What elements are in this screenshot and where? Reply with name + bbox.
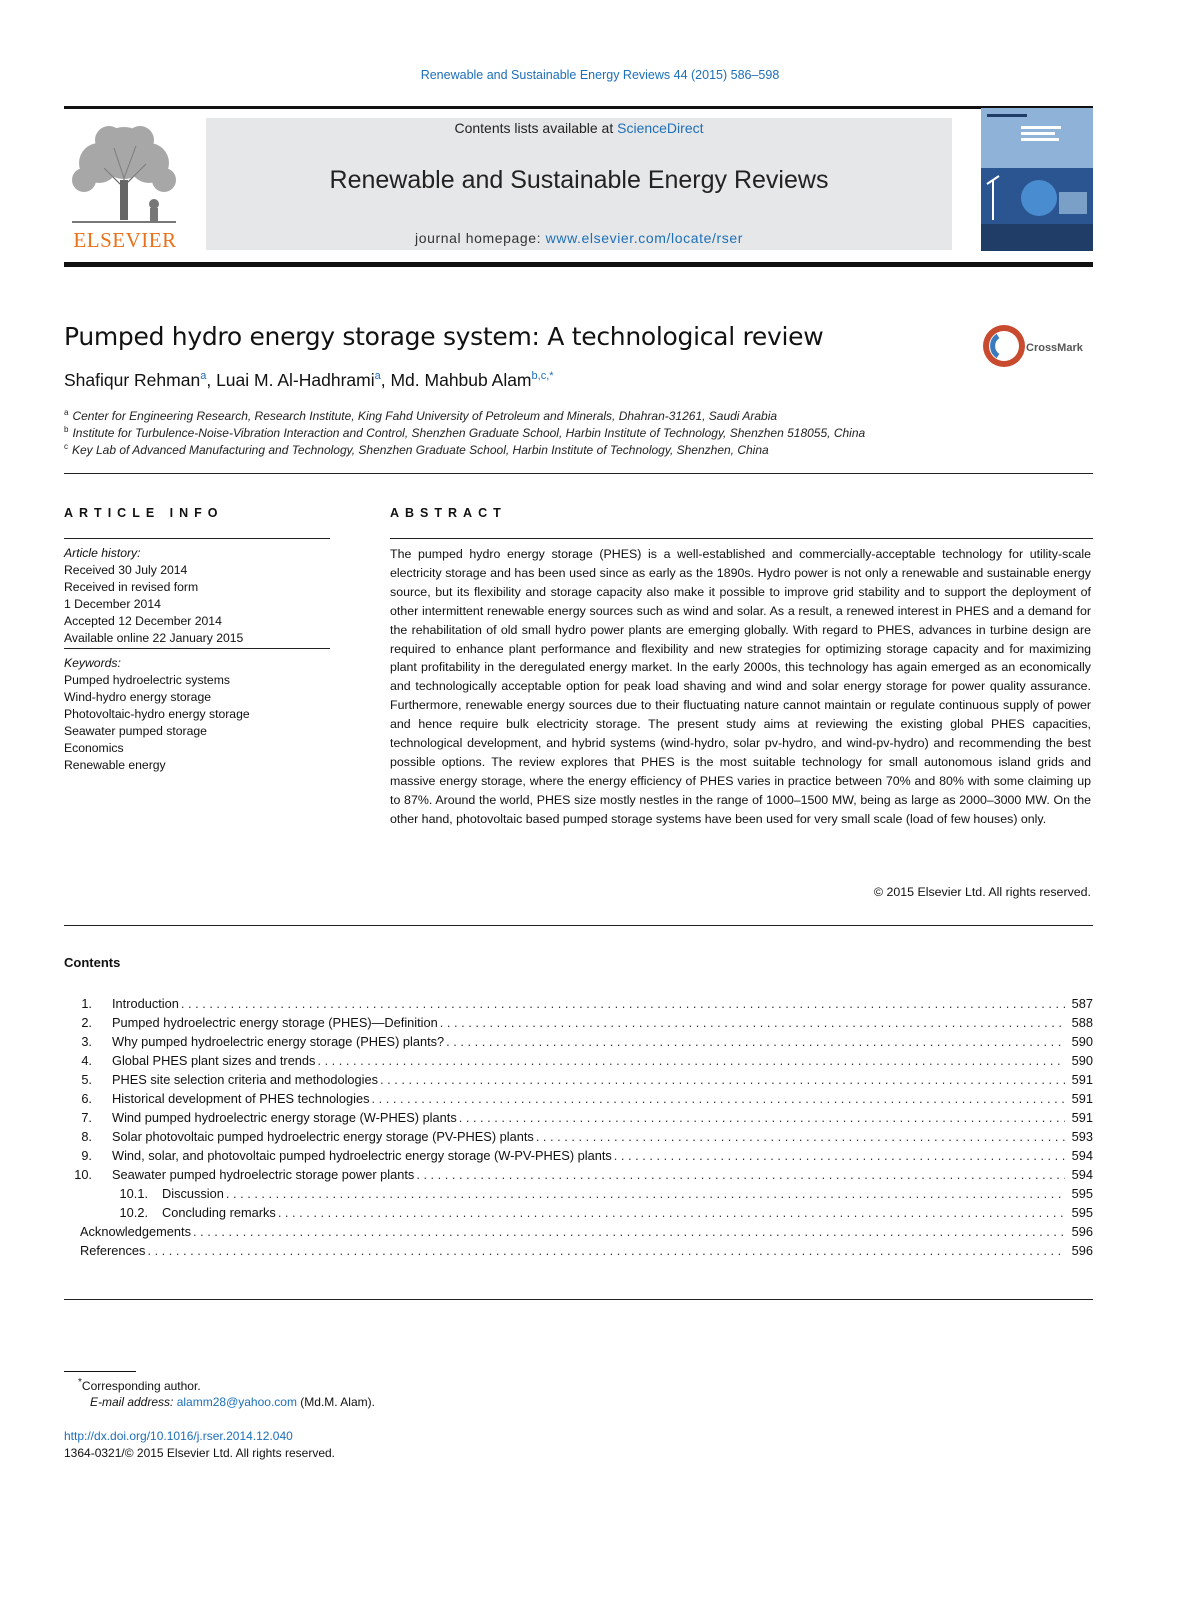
toc-subentry[interactable] <box>64 1186 1093 1204</box>
email-note <box>90 1395 375 1409</box>
toc-title[interactable]: Historical development of PHES technologies <box>112 1091 370 1106</box>
toc-entry[interactable] <box>64 1110 1093 1128</box>
author-name[interactable]: Md. Mahbub Alam <box>390 370 532 390</box>
journal-banner <box>206 118 952 250</box>
abstract-copyright: © 2015 Elsevier Ltd. All rights reserved. <box>873 885 1091 899</box>
toc-page[interactable]: 590 <box>1071 1053 1093 1068</box>
author-affiliation-mark[interactable]: a <box>374 370 381 383</box>
toc-title[interactable]: References <box>80 1243 146 1258</box>
toc-title[interactable]: Seawater pumped hydroelectric storage power plants <box>112 1167 415 1182</box>
toc-number: 10.1. <box>119 1186 148 1201</box>
issn-copyright: 1364-0321/© 2015 Elsevier Ltd. All rights reserved. <box>64 1446 335 1460</box>
email-label: E-mail address: <box>90 1395 174 1409</box>
toc-number: 6. <box>81 1091 92 1106</box>
author-affiliation-mark[interactable]: a <box>200 370 207 383</box>
affiliation-key: a <box>64 408 69 417</box>
author-list: Shafiqur Rehman$^a$, Luai M. Al-Hadhrami$^a$, Md. Mahbub Alam$^{b,c,*}$ <box>64 370 554 390</box>
keyword: Photovoltaic-hydro energy storage <box>64 707 250 721</box>
toc-number: 4. <box>81 1053 92 1068</box>
toc-title[interactable]: Wind pumped hydroelectric energy storage (W-PHES) plants <box>112 1110 457 1125</box>
toc-leader <box>224 1186 1065 1201</box>
corresponding-mark: * <box>78 1377 82 1388</box>
abstract-text: The pumped hydro energy storage (PHES) is a well-established and commercially-acceptable technology for utility-scale electricity storage and has been used since as early as the 1890s. Hydro power is not only a renewable and sustainable energy source, but its flexibility and storage capacity also make it possible to improve grid stability and to support the deployment of other intermittent renewable energy sources such as wind and solar. As a result, a renewed interest in PHES and a demand for the rehabilitation of old small hydro power plants are emerging globally. With regard to PHES, advances in turbine design are required to enhance plant performance and flexibility and new strategies for optimizing storage capacity and for maximizing plant profitability in the deregulated energy market. In the early 2000s, this technology has again emerged as an economically and technologically acceptable option for peak load shaving and wind and solar energy storage for power quality assurance. Furthermore, renewable energy sources due to their fluctuating nature cannot maintain or regulate continuous supply of power and hence require bulk electricity storage. The present study aims at reviewing the existing global PHES capacities, technological development, and hybrid systems (wind-hydro, solar pv-hydro, and wind-pv-hydro) and recommending the best possible options. The review explores that PHES is the most suitable technology for small autonomous island grids and massive energy storage, where the energy efficiency of PHES varies in practice between 70% and 80% with some claiming up to 87%. Around the world, PHES size mostly nestles in the range of 1000–1500 MW, being as large as 2000–3000 MW. On the other hand, photovoltaic based pumped storage systems have been used for very small scale (load of few houses) only. <box>390 547 1091 826</box>
toc-title[interactable]: Concluding remarks <box>162 1205 276 1220</box>
toc-entry[interactable] <box>64 1072 1093 1090</box>
abstract-rule <box>390 538 1093 539</box>
article-title: Pumped hydro energy storage system: A technological review <box>64 322 824 351</box>
toc-leader <box>145 1243 1065 1258</box>
history-entry: 1 December 2014 <box>64 597 161 611</box>
doi-link[interactable]: http://dx.doi.org/10.1016/j.rser.2014.12.040 <box>64 1429 293 1443</box>
toc-entry[interactable] <box>64 1243 1093 1261</box>
keyword: Wind-hydro energy storage <box>64 690 211 704</box>
toc-title[interactable]: PHES site selection criteria and methodologies <box>112 1072 379 1087</box>
article-info-rule <box>64 538 330 539</box>
journal-cover-thumbnail[interactable] <box>981 108 1093 251</box>
toc-leader <box>444 1034 1065 1049</box>
journal-homepage-line <box>206 230 952 246</box>
toc-page[interactable]: 591 <box>1071 1091 1093 1106</box>
toc-title[interactable]: Why pumped hydroelectric energy storage (PHES) plants? <box>112 1034 445 1049</box>
email-owner: (Md.M. Alam). <box>300 1395 375 1409</box>
article-info-heading: ARTICLE INFO <box>64 506 224 520</box>
email-link[interactable]: alamm28@yahoo.com <box>176 1395 297 1409</box>
history-entry: Received 30 July 2014 <box>64 563 188 577</box>
toc-leader <box>534 1129 1065 1144</box>
toc-title[interactable]: Global PHES plant sizes and trends <box>112 1053 316 1068</box>
journal-homepage-link[interactable]: www.elsevier.com/locate/rser <box>545 230 743 246</box>
publisher-wordmark: ELSEVIER <box>73 228 177 252</box>
affiliation-text: Center for Engineering Research, Research Institute, King Fahd University of Petroleum and Minerals, Dhahran-31261, Saudi Arabia <box>72 409 778 423</box>
abstract-bottom-rule <box>64 925 1093 926</box>
history-entry: Accepted 12 December 2014 <box>64 614 222 628</box>
toc-number: 9. <box>81 1148 92 1163</box>
toc-entry[interactable] <box>64 1091 1093 1109</box>
affiliation-text: Key Lab of Advanced Manufacturing and Technology, Shenzhen Graduate School, Harbin Institute of Technology, Shenzhen, China <box>72 443 769 457</box>
toc-page[interactable]: 595 <box>1071 1205 1093 1220</box>
article-history <box>64 545 330 647</box>
toc-number: 10.2. <box>119 1205 148 1220</box>
toc-entry[interactable] <box>64 1167 1093 1185</box>
keyword: Pumped hydroelectric systems <box>64 673 230 687</box>
toc-leader <box>457 1110 1065 1125</box>
toc-entry[interactable] <box>64 1148 1093 1166</box>
toc-number: 2. <box>81 1015 92 1030</box>
contents-prefix: Contents lists available at <box>454 120 618 136</box>
toc-page[interactable]: 596 <box>1071 1243 1093 1258</box>
affiliation <box>64 442 769 457</box>
corresponding-label: Corresponding author. <box>81 1379 201 1393</box>
toc-leader <box>276 1205 1065 1220</box>
contents-available-line <box>206 120 952 136</box>
toc-leader <box>191 1224 1065 1239</box>
toc-page[interactable]: 591 <box>1071 1072 1093 1087</box>
toc-number: 5. <box>81 1072 92 1087</box>
toc-number: 3. <box>81 1034 92 1049</box>
toc-leader <box>414 1167 1065 1182</box>
toc-page[interactable]: 590 <box>1071 1034 1093 1049</box>
article-history-label: Article history: <box>64 546 141 560</box>
affiliation <box>64 408 777 423</box>
toc-entry[interactable] <box>64 1129 1093 1147</box>
author-name[interactable]: Shafiqur Rehman <box>64 370 201 390</box>
keywords-label: Keywords: <box>64 656 121 670</box>
toc-title[interactable]: Introduction <box>112 996 179 1011</box>
affiliations-divider <box>64 473 1093 474</box>
toc-page[interactable]: 596 <box>1071 1224 1093 1239</box>
header-bottom-rule <box>64 262 1093 267</box>
toc-title[interactable]: Solar photovoltaic pumped hydroelectric energy storage (PV-PHES) plants <box>112 1129 534 1144</box>
keyword: Renewable energy <box>64 758 166 772</box>
author-affiliation-mark[interactable]: b,c,* <box>531 370 554 383</box>
toc-leader <box>179 996 1065 1011</box>
toc-entry[interactable] <box>64 1053 1093 1071</box>
header-top-rule <box>64 106 1093 109</box>
affiliation-text: Institute for Turbulence-Noise-Vibration Interaction and Control, Shenzhen Graduate School, Harbin Institute of Technology, Shenzhen 518055, China <box>72 426 866 440</box>
corresponding-author-note <box>78 1377 201 1393</box>
history-keywords-divider <box>64 648 330 649</box>
toc-page[interactable]: 594 <box>1071 1167 1093 1182</box>
toc-title[interactable]: Discussion <box>162 1186 224 1201</box>
toc-entry[interactable] <box>64 1034 1093 1052</box>
contents-bottom-rule <box>64 1299 1093 1300</box>
toc-page[interactable]: 588 <box>1071 1015 1093 1030</box>
crossmark-label: CrossMark <box>1026 342 1083 354</box>
author-name[interactable]: Luai M. Al-Hadhrami <box>216 370 375 390</box>
toc-title[interactable]: Wind, solar, and photovoltaic pumped hydroelectric energy storage (W-PV-PHES) plants <box>112 1148 612 1163</box>
toc-page[interactable]: 591 <box>1071 1110 1093 1125</box>
crossmark-badge[interactable] <box>982 322 1094 370</box>
journal-citation[interactable]: Renewable and Sustainable Energy Reviews 44 (2015) 586–598 <box>420 68 780 82</box>
sciencedirect-link[interactable]: ScienceDirect <box>617 120 704 136</box>
toc-number: 1. <box>81 996 92 1011</box>
toc-page[interactable]: 594 <box>1071 1148 1093 1163</box>
toc-entry[interactable] <box>64 1224 1093 1242</box>
toc-leader <box>612 1148 1065 1163</box>
keyword: Seawater pumped storage <box>64 724 207 738</box>
affiliation <box>64 425 865 440</box>
toc-leader <box>370 1091 1066 1106</box>
history-entry: Received in revised form <box>64 580 199 594</box>
toc-subentry[interactable] <box>64 1205 1093 1223</box>
toc-page[interactable]: 593 <box>1071 1129 1093 1144</box>
homepage-prefix: journal homepage: <box>415 230 546 246</box>
toc-page[interactable]: 595 <box>1071 1186 1093 1201</box>
toc-title[interactable]: Pumped hydroelectric energy storage (PHES)—Definition <box>112 1015 438 1030</box>
affiliation-key: c <box>64 442 68 451</box>
contents-heading: Contents <box>64 955 121 970</box>
toc-number: 10. <box>74 1167 92 1182</box>
toc-number: 8. <box>81 1129 92 1144</box>
keyword: Economics <box>64 741 124 755</box>
toc-number: 7. <box>81 1110 92 1125</box>
history-entry: Available online 22 January 2015 <box>64 631 244 645</box>
abstract-heading: ABSTRACT <box>390 506 507 520</box>
journal-title: Renewable and Sustainable Energy Reviews <box>329 166 829 194</box>
masthead <box>64 118 1093 252</box>
toc-title[interactable]: Acknowledgements <box>80 1224 191 1239</box>
keywords <box>64 655 330 774</box>
toc-leader <box>378 1072 1065 1087</box>
toc-entry[interactable] <box>64 1015 1093 1033</box>
affiliation-key: b <box>64 425 69 434</box>
toc-page[interactable]: 587 <box>1071 996 1093 1011</box>
toc-leader <box>438 1015 1065 1030</box>
toc-leader <box>315 1053 1065 1068</box>
toc-entry[interactable] <box>64 996 1093 1014</box>
footnote-rule <box>64 1371 136 1372</box>
